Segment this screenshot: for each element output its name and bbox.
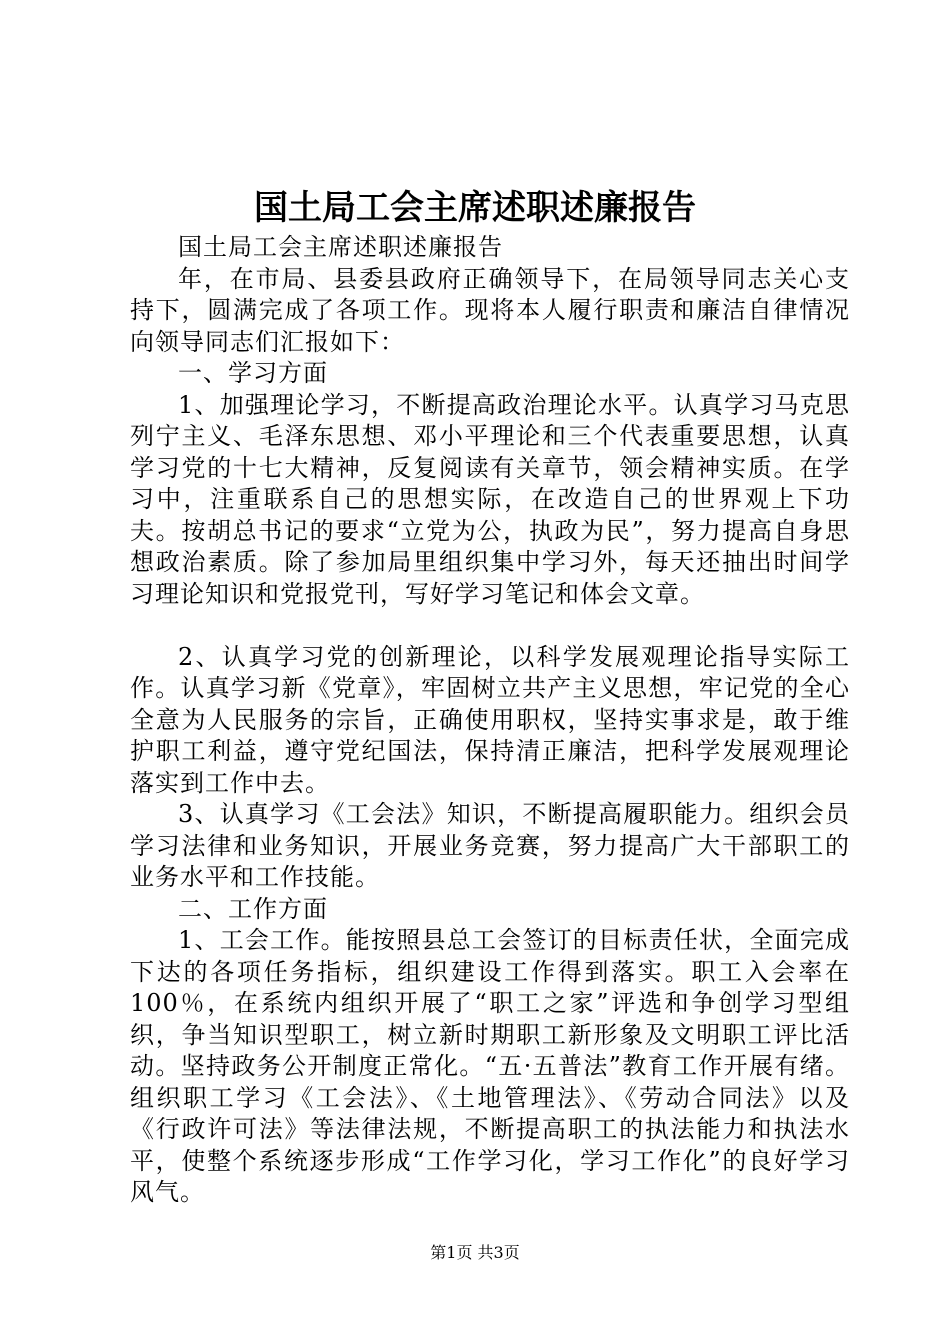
page-number-footer: 第1页 共3页 <box>430 1243 520 1262</box>
study-item-1-paragraph: 1、加强理论学习，不断提高政治理论水平。认真学习马克思列宁主义、毛泽东思想、邓小平理论和三个代表重要思想，认真学习党的十七大精神，反复阅读有关章节，领会精神实质。在学习中，注重联系自己的思想实际，在改造自己的世界观上下功夫。按胡总书记的要求“立党为公，执政为民”，努力提高自身思想政治素质。除了参加局里组织集中学习外，每天还抽出时间学习理论知识和党报党刊，写好学习笔记和体会文章。 <box>130 390 850 608</box>
work-item-1-paragraph: 1、工会工作。能按照县总工会签订的目标责任状，全面完成下达的各项任务指标，组织建设工作得到落实。职工入会率在100％，在系统内组织开展了“职工之家”评选和争创学习型组织，争当知识型职工，树立新时期职工新形象及文明职工评比活动。坚持政务公开制度正常化。“五·五普法”教育工作开展有绪。组织职工学习《工会法》、《土地管理法》、《劳动合同法》以及《行政许可法》等法律法规，不断提高职工的执法能力和执法水平，使整个系统逐步形成“工作学习化，学习工作化”的良好学习风气。 <box>130 926 850 1206</box>
document-title: 国土局工会主席述职述廉报告 <box>254 188 696 228</box>
document-body <box>130 232 850 1209</box>
study-item-2-paragraph: 2、认真学习党的创新理论，以科学发展观理论指导实际工作。认真学习新《党章》，牢固树立共产主义思想，牢记党的全心全意为人民服务的宗旨，正确使用职权，坚持实事求是，敢于维护职工利益，遵守党纪国法，保持清正廉洁，把科学发展观理论落实到工作中去。 <box>130 642 850 797</box>
intro-paragraph: 年，在市局、县委县政府正确领导下，在局领导同志关心支持下，圆满完成了各项工作。现将本人履行职责和廉洁自律情况向领导同志们汇报如下： <box>130 264 850 356</box>
subtitle-paragraph: 国土局工会主席述职述廉报告 <box>178 233 503 261</box>
study-item-3-paragraph: 3、认真学习《工会法》知识，不断提高履职能力。组织会员学习法律和业务知识，开展业务竞赛，努力提高广大干部职工的业务水平和工作技能。 <box>130 800 850 891</box>
section-heading-study: 一、学习方面 <box>178 359 328 387</box>
section-heading-work: 二、工作方面 <box>178 894 328 923</box>
